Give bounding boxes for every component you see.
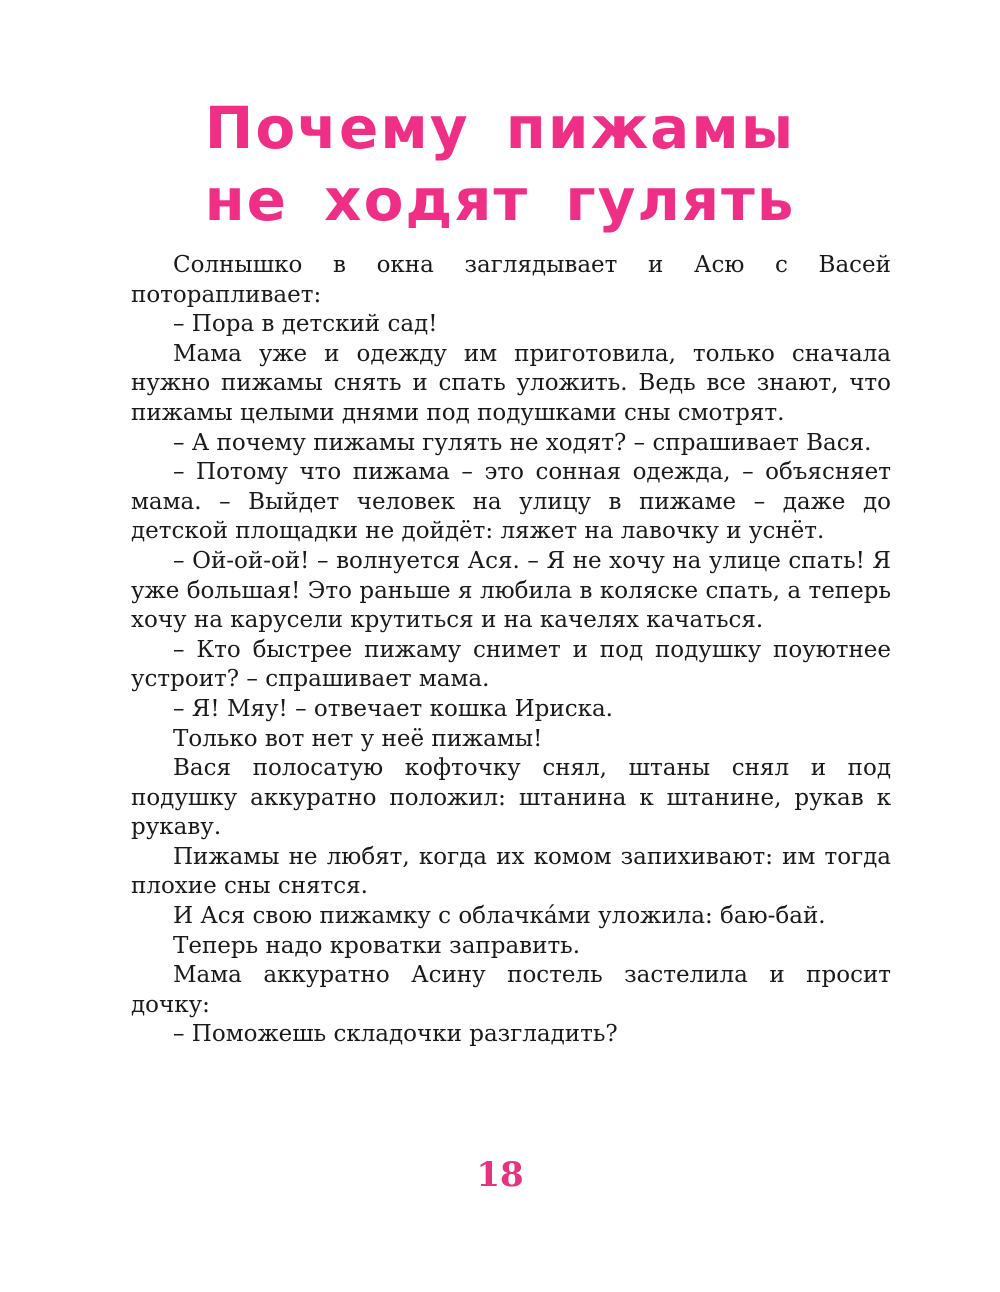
paragraph-3: Мама уже и одежду им приготовила, только сначала нужно пижамы снять и спать уложить. Ведь все знают, что пижамы целыми днями под подушками сны смотрят. xyxy=(131,340,891,426)
page-number: 18 xyxy=(476,1155,524,1195)
paragraph-10: Вася полосатую кофточку снял, штаны снял и под подушку аккуратно положил: штанина к штанине, рукав к рукаву. xyxy=(131,755,891,841)
paragraph-1: Солнышко в окна заглядывает и Асю с Васей поторапливает: xyxy=(131,252,891,308)
paragraph-4: – А почему пижамы гулять не ходят? – спрашивает Вася. xyxy=(173,429,872,456)
paragraph-11: Пижамы не любят, когда их комом запихивают: им тогда плохие сны снятся. xyxy=(131,843,891,900)
chapter-title xyxy=(0,92,1000,236)
paragraph-5: – Потому что пижама – это сонная одежда, – объясняет мама. – Выйдет человек на улицу в пижаме – даже до детской площадки не дойдёт: ляжет на лавочку и уснёт. xyxy=(131,459,891,545)
paragraph-15: – Поможешь складочки разгладить? xyxy=(173,1021,618,1048)
paragraph-2: – Пора в детский сад! xyxy=(173,311,438,338)
paragraph-12: И Ася свою пижамку с облачка́ми уложила: баю-бай. xyxy=(173,903,826,930)
chapter-title-line-2: не ходят гулять xyxy=(204,166,796,234)
paragraph-6: – Ой-ой-ой! – волнуется Ася. – Я не хочу на улице спать! Я уже большая! Это раньше я любила в коляске спать, а теперь хочу на карусели крутиться и на качелях качаться. xyxy=(131,547,891,634)
paragraph-7: – Кто быстрее пижаму снимет и под подушку поуютнее устроит? – спрашивает мама. xyxy=(131,636,891,693)
paragraph-9: Только вот нет у неё пижамы! xyxy=(173,725,543,752)
paragraph-8: – Я! Мяу! – отвечает кошка Ириска. xyxy=(173,695,613,722)
paragraph-14: Мама аккуратно Асину постель застелила и просит дочку: xyxy=(131,962,891,1018)
chapter-title-line-1: Почему пижамы xyxy=(204,94,796,162)
story-text xyxy=(131,251,891,1050)
paragraph-13: Теперь надо кроватки заправить. xyxy=(173,932,581,959)
